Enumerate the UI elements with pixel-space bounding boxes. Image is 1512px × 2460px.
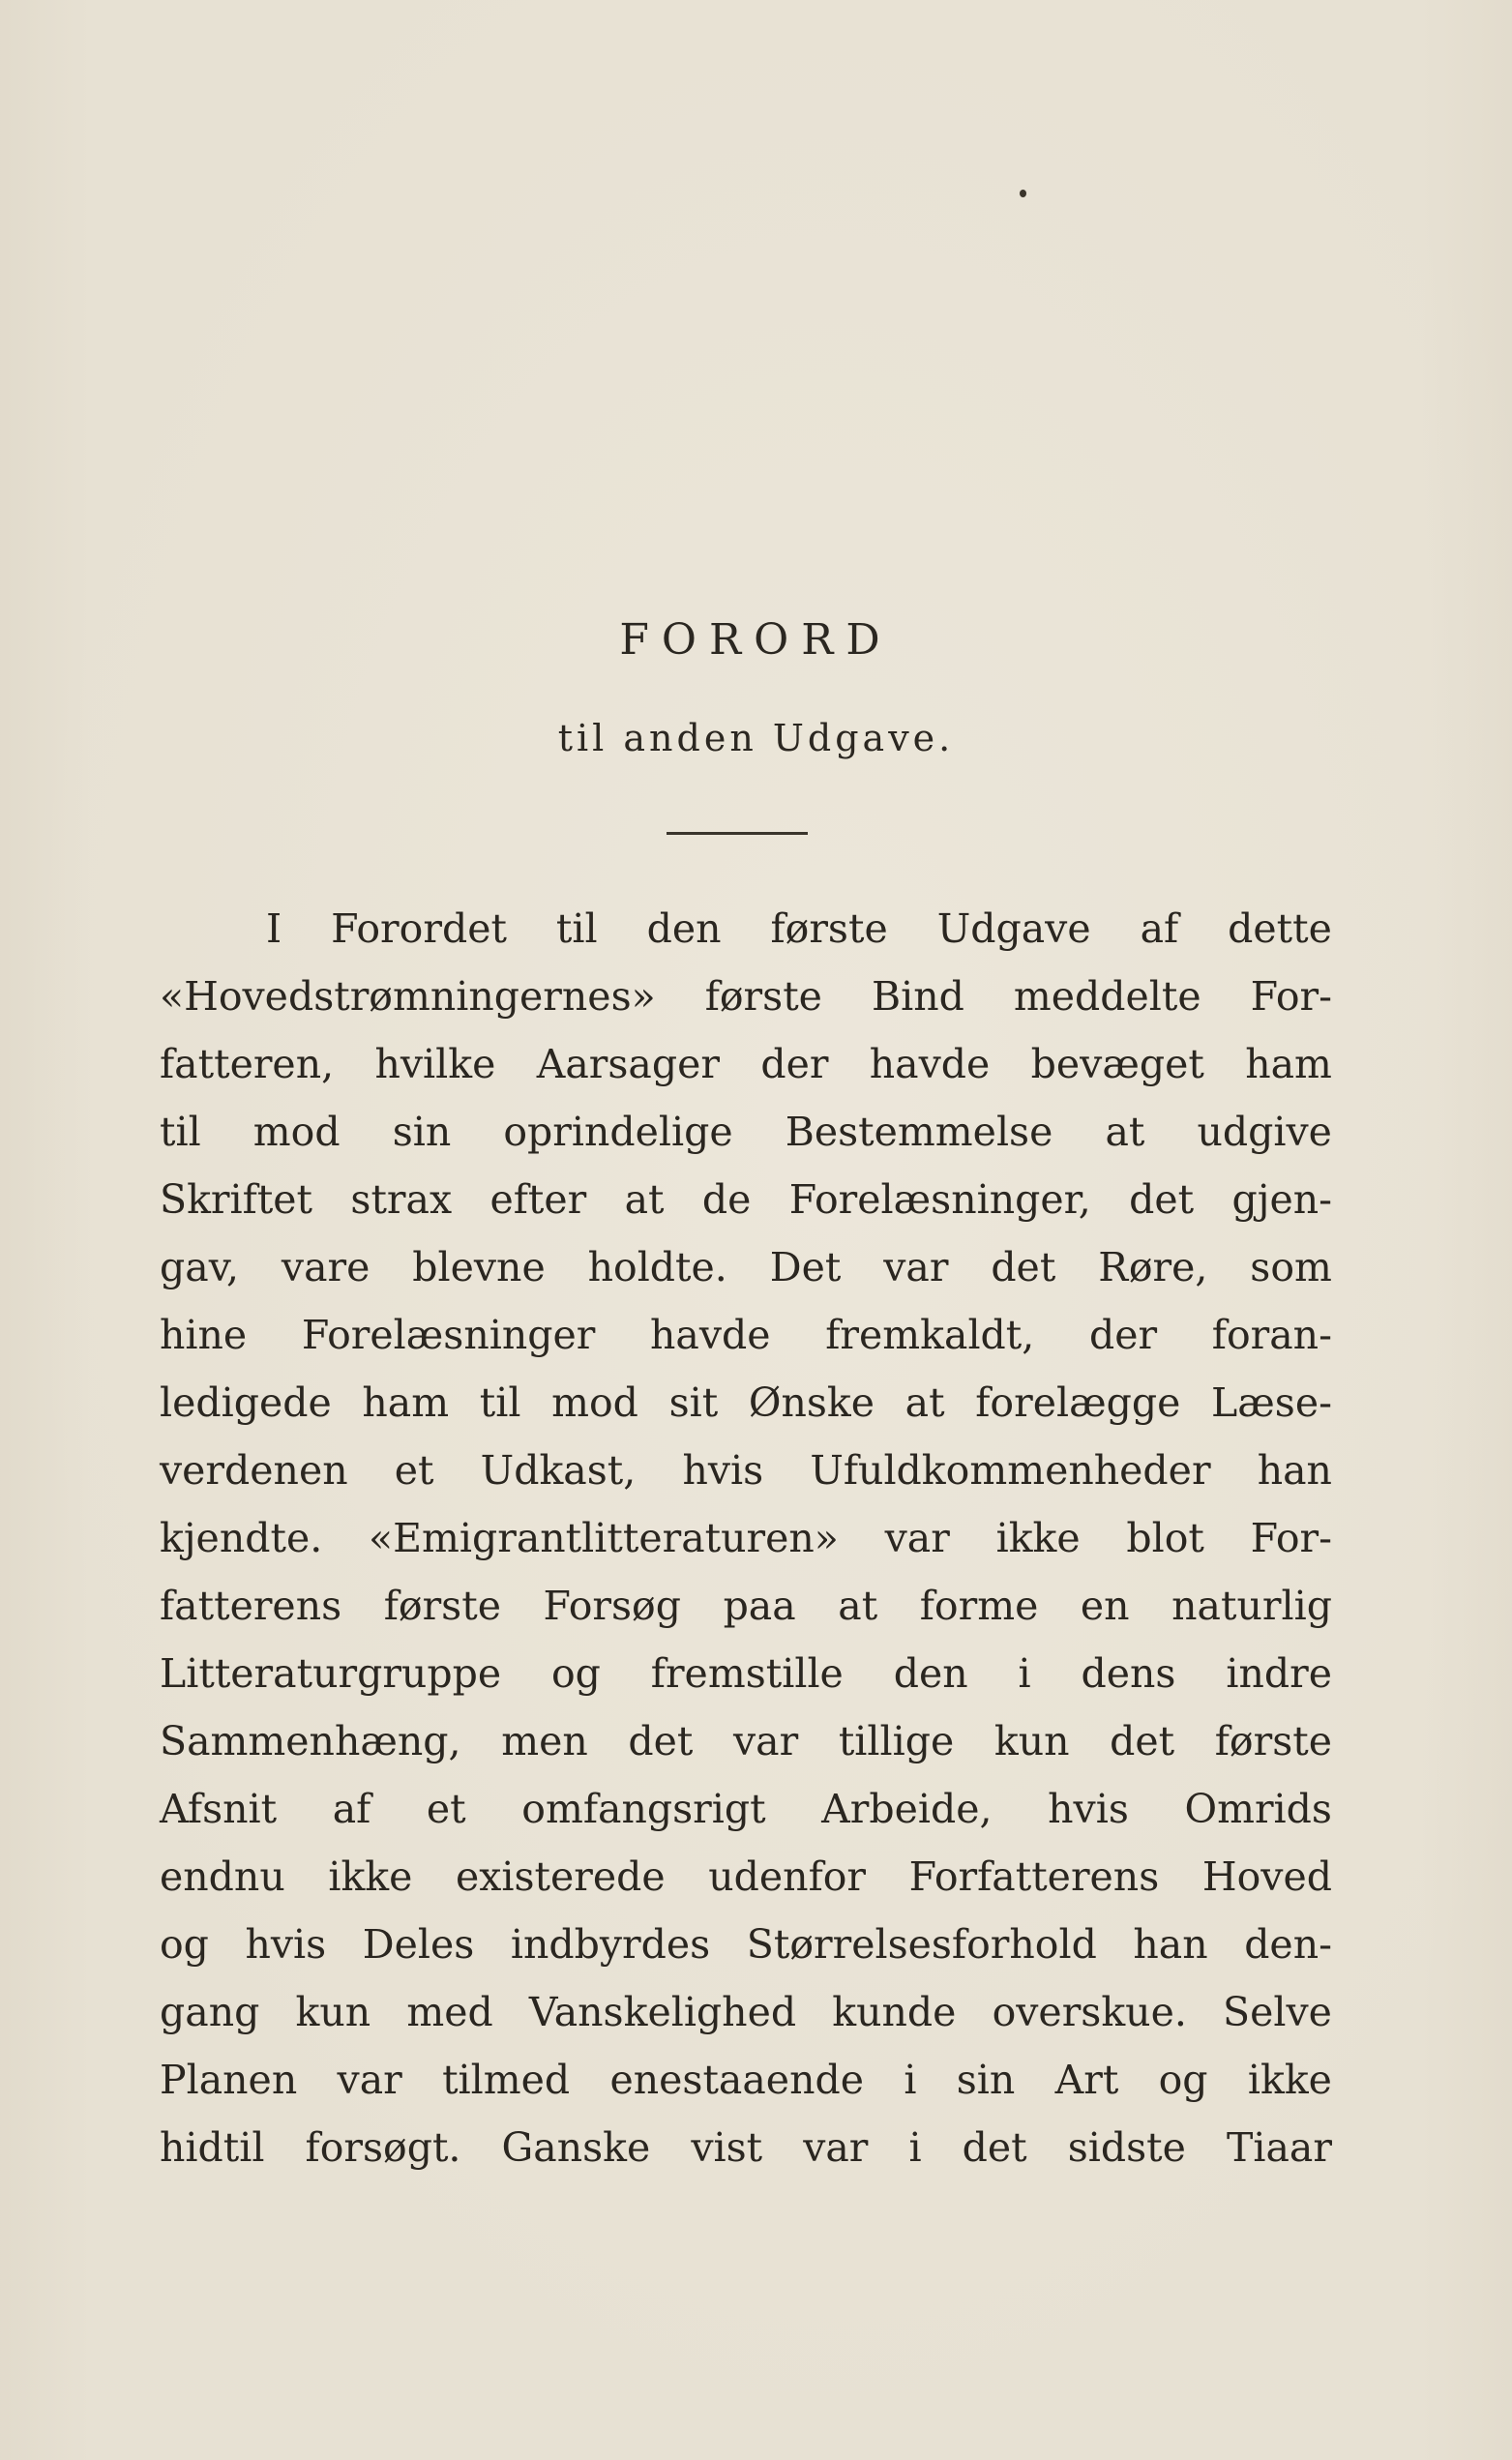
word: Det (769, 1244, 842, 1290)
word: første (383, 1583, 501, 1629)
word: Sammenhæng, (160, 1718, 461, 1764)
word: til (160, 1109, 201, 1155)
word: Ganske (501, 2124, 651, 2171)
word: en (1080, 1583, 1130, 1629)
word: Ønske (748, 1379, 875, 1426)
text-line (160, 1848, 1332, 1915)
word: det (1110, 1718, 1175, 1764)
word: var (884, 1515, 950, 1561)
word: at (904, 1379, 945, 1426)
word: kun (993, 1718, 1070, 1764)
word: havde (650, 1312, 771, 1358)
word: ledigede (160, 1379, 332, 1426)
text-line (160, 2051, 1332, 2119)
word: gav, (160, 1244, 240, 1290)
word: foran- (1211, 1312, 1332, 1358)
word: Ufuldkommenheder (810, 1447, 1211, 1494)
word: Hoved (1201, 1853, 1332, 1900)
word: af (332, 1786, 371, 1832)
word: Forelæsninger, (788, 1176, 1091, 1223)
word: For- (1250, 973, 1332, 1020)
word: det (962, 2124, 1027, 2171)
word: et (426, 1786, 466, 1832)
word: at (838, 1583, 878, 1629)
text-line (160, 1712, 1332, 1780)
text-line (160, 1103, 1332, 1171)
word: fremstille (650, 1650, 844, 1697)
word: første (1214, 1718, 1332, 1764)
word: og (550, 1650, 601, 1697)
word: det (628, 1718, 694, 1764)
word: at (624, 1176, 665, 1223)
text-line (160, 900, 1332, 967)
text-line (160, 1780, 1332, 1848)
ink-speck (1020, 190, 1026, 197)
word: Afsnit (160, 1786, 278, 1832)
word: ikke (995, 1515, 1081, 1561)
word: var (732, 1718, 799, 1764)
word: Skriftet (160, 1176, 313, 1223)
word: Bestemmelse (785, 1109, 1053, 1155)
word: blot (1126, 1515, 1204, 1561)
word: den- (1244, 1921, 1332, 1968)
word: ikke (1247, 2057, 1332, 2103)
word: Planen (160, 2057, 298, 2103)
page-subtitle: til anden Udgave. (557, 717, 955, 759)
word: sidste (1067, 2124, 1186, 2171)
word: hvis (245, 1921, 327, 1968)
word: paa (723, 1583, 796, 1629)
word: Forfatterens (908, 1853, 1160, 1900)
word: der (1088, 1312, 1158, 1358)
word: med (406, 1989, 493, 2035)
word: indre (1226, 1650, 1332, 1697)
word: var (803, 2124, 869, 2171)
word: første (770, 905, 888, 952)
word: ikke (328, 1853, 413, 1900)
text-line (160, 1577, 1332, 1645)
word: tillige (838, 1718, 955, 1764)
word: Tiaar (1226, 2124, 1332, 2171)
word: ham (362, 1379, 450, 1426)
word: indbyrdes (510, 1921, 711, 1968)
word: gjen- (1231, 1176, 1332, 1223)
text-line (160, 1441, 1332, 1509)
word: fatterens (160, 1583, 342, 1629)
word: Bind (871, 973, 964, 1020)
word: sit (668, 1379, 719, 1426)
word: «Hovedstrømningernes» (160, 973, 656, 1020)
word: han (1133, 1921, 1208, 1968)
word: Udgave (936, 905, 1091, 952)
word: verdenen (160, 1447, 348, 1494)
word: hvis (1048, 1786, 1129, 1832)
word: hidtil (160, 2124, 265, 2171)
word: Art (1054, 2057, 1119, 2103)
word: Forsøg (543, 1583, 681, 1629)
word: men (501, 1718, 588, 1764)
word: Omrids (1184, 1786, 1332, 1832)
word: i (904, 2057, 917, 2103)
word: efter (489, 1176, 587, 1223)
word: sin (956, 2057, 1016, 2103)
text-line (160, 1035, 1332, 1103)
word: udgive (1197, 1109, 1332, 1155)
word: overskue. (992, 1989, 1187, 2035)
word: oprindelige (503, 1109, 733, 1155)
word: et (394, 1447, 434, 1494)
word: han (1257, 1447, 1332, 1494)
word: Vanskelighed (528, 1989, 797, 2035)
word: forelægge (975, 1379, 1181, 1426)
word: hine (160, 1312, 248, 1358)
word: sin (392, 1109, 452, 1155)
text-line (160, 1171, 1332, 1238)
text-line (160, 1238, 1332, 1306)
word: og (160, 1921, 209, 1968)
word: Deles (362, 1921, 475, 1968)
word: var (337, 2057, 402, 2103)
word: «Emigrantlitteraturen» (368, 1515, 839, 1561)
word: bevæget (1030, 1041, 1204, 1087)
text-line (160, 1306, 1332, 1374)
text-line (160, 2119, 1332, 2186)
text-line (160, 1645, 1332, 1712)
word: Læse- (1211, 1379, 1332, 1426)
word: var (883, 1244, 949, 1290)
word: at (1105, 1109, 1145, 1155)
word: hvis (682, 1447, 764, 1494)
text-line (160, 1915, 1332, 1983)
word: naturlig (1171, 1583, 1332, 1629)
word: fatteren, (160, 1041, 335, 1087)
word: i (908, 2124, 922, 2171)
word: der (760, 1041, 829, 1087)
word: blevne (412, 1244, 546, 1290)
word: ham (1245, 1041, 1332, 1087)
word: det (991, 1244, 1056, 1290)
word: Forelæsninger (301, 1312, 596, 1358)
word: den (893, 1650, 968, 1697)
word: I (266, 905, 282, 952)
word: kjendte. (160, 1515, 323, 1561)
word: de (701, 1176, 752, 1223)
word: Aarsager (536, 1041, 720, 1087)
word: kun (295, 1989, 371, 2035)
word: til (555, 905, 598, 952)
word: Litteraturgruppe (160, 1650, 502, 1697)
word: enestaaende (609, 2057, 864, 2103)
word: forme (919, 1583, 1039, 1629)
page-title: FORORD (619, 615, 893, 665)
word: omfangsrigt (521, 1786, 766, 1832)
word: gang (160, 1989, 260, 2035)
word: existerede (456, 1853, 666, 1900)
word: mod (252, 1109, 341, 1155)
word: vist (691, 2124, 763, 2171)
word: Forordet (331, 905, 507, 952)
word: dette (1228, 905, 1332, 952)
word: vare (281, 1244, 371, 1290)
word: endnu (160, 1853, 285, 1900)
word: som (1250, 1244, 1332, 1290)
word: Arbeide, (821, 1786, 993, 1832)
word: For- (1250, 1515, 1332, 1561)
word: meddelte (1013, 973, 1201, 1020)
word: dens (1081, 1650, 1176, 1697)
word: udenfor (708, 1853, 867, 1900)
word: fremkaldt, (825, 1312, 1035, 1358)
word: strax (350, 1176, 453, 1223)
word: Selve (1223, 1989, 1332, 2035)
word: af (1140, 905, 1179, 952)
word: Størrelsesforhold (746, 1921, 1097, 1968)
body-paragraph (160, 900, 1332, 2186)
word: holdte. (587, 1244, 727, 1290)
word: den (646, 905, 722, 952)
text-line (160, 1509, 1332, 1577)
text-line (160, 1374, 1332, 1441)
word: det (1129, 1176, 1195, 1223)
text-line (160, 1983, 1332, 2051)
word: Udkast, (480, 1447, 637, 1494)
word: tilmed (442, 2057, 571, 2103)
word: og (1158, 2057, 1208, 2103)
text-line (160, 967, 1332, 1035)
word: Røre, (1098, 1244, 1208, 1290)
word: forsøgt. (305, 2124, 461, 2171)
word: kunde (832, 1989, 957, 2035)
word: i (1018, 1650, 1031, 1697)
word: mod (551, 1379, 638, 1426)
word: første (704, 973, 822, 1020)
word: hvilke (374, 1041, 496, 1087)
title-divider (667, 832, 808, 835)
word: til (479, 1379, 521, 1426)
word: havde (869, 1041, 991, 1087)
